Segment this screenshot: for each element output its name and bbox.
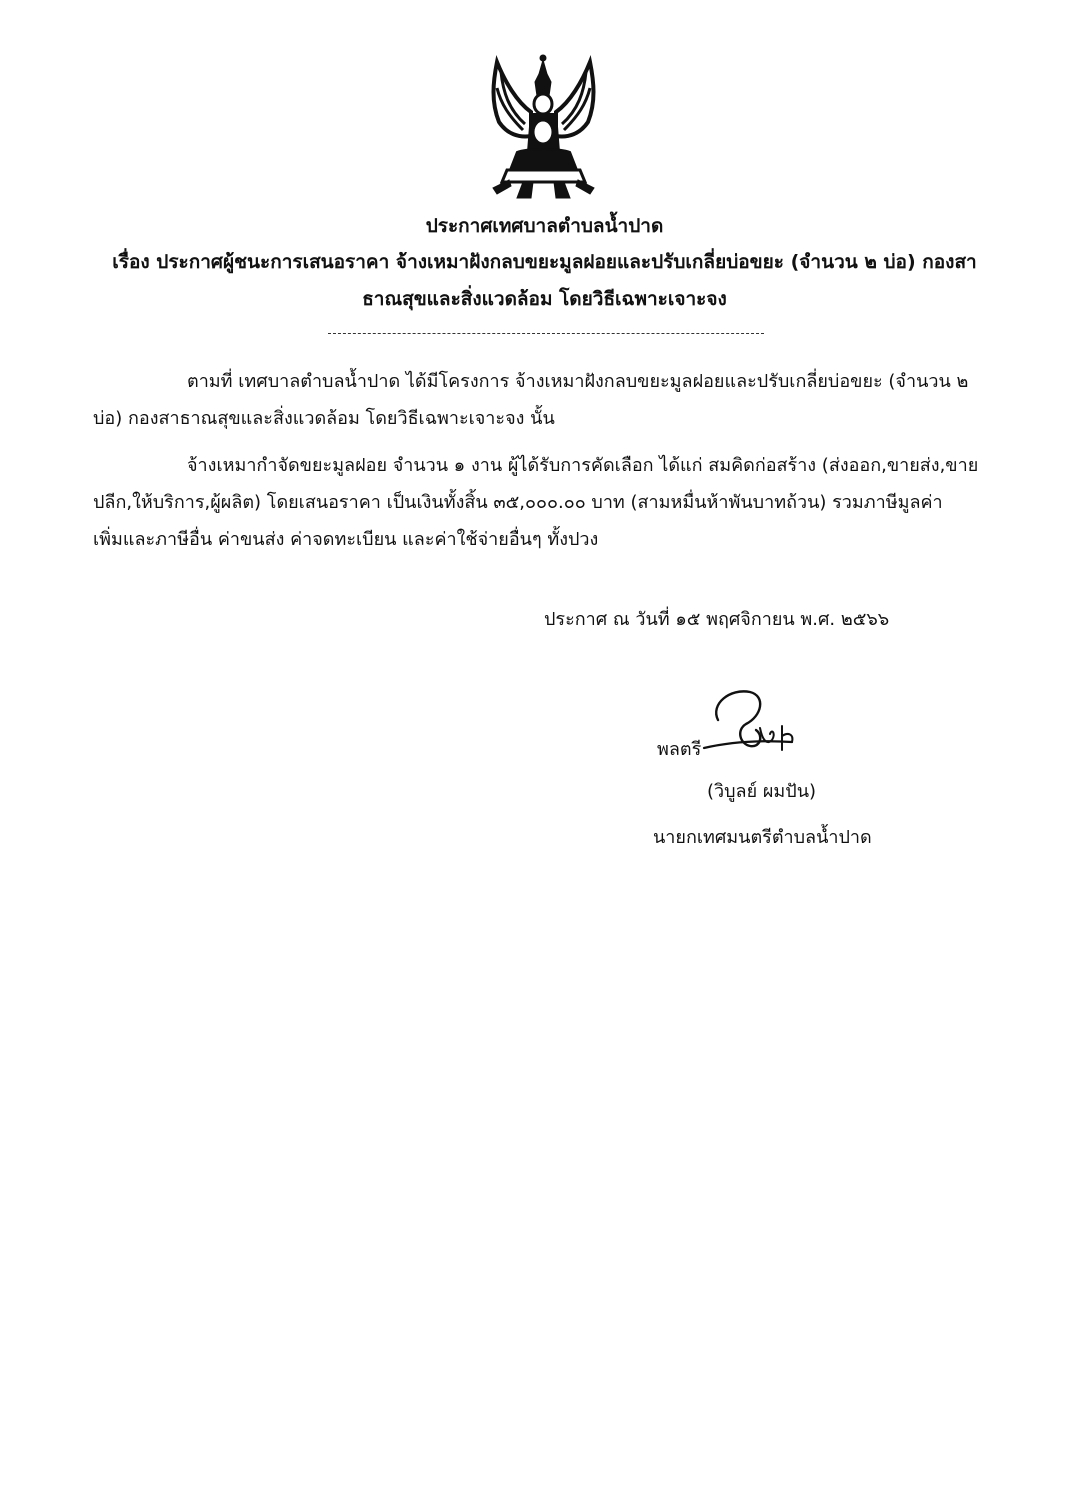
signer-rank: พลตรี [657, 739, 702, 760]
paragraph-2-line-2: ปลีก,ให้บริการ,ผู้ผลิต) โดยเสนอราคา เป็นเงินทั้งสิ้น ๓๕,๐๐๐.๐๐ บาท (สามหมื่นห้าพันบาทถ้วน) รวมภาษีมูลค่า [93, 492, 943, 513]
paragraph-1-line-2: บ่อ) กองสาธาณสุขและสิ่งแวดล้อม โดยวิธีเฉพาะเจาะจง นั้น [93, 408, 555, 429]
document-title: ประกาศเทศบาลตำบลน้ำปาด [425, 215, 664, 237]
paragraph-2-line-3: เพิ่มและภาษีอื่น ค่าขนส่ง ค่าจดทะเบียน และค่าใช้จ่ายอื่นๆ ทั้งปวง [93, 529, 599, 550]
separator-line [328, 333, 764, 334]
signer-name: (วิบูลย์ ผมปัน) [707, 781, 817, 802]
announcement-date: ประกาศ ณ วันที่ ๑๕ พฤศจิกายน พ.ศ. ๒๕๖๖ [544, 609, 890, 630]
paragraph-1-line-1: ตามที่ เทศบาลตำบลน้ำปาด ได้มีโครงการ จ้างเหมาฝังกลบขยะมูลฝอยและปรับเกลี่ยบ่อขยะ (จำนวน ๒ [187, 371, 969, 392]
subject-line-2: ธาณสุขและสิ่งแวดล้อม โดยวิธีเฉพาะเจาะจง [362, 288, 727, 310]
signer-position: นายกเทศมนตรีตำบลน้ำปาด [653, 827, 872, 848]
handwritten-signature [700, 684, 810, 774]
subject-line-1: เรื่อง ประกาศผู้ชนะการเสนอราคา จ้างเหมาฝังกลบขยะมูลฝอยและปรับเกลี่ยบ่อขยะ (จำนวน ๒ บ่อ) กองสา [112, 251, 977, 273]
garuda-emblem-icon [487, 52, 600, 202]
paragraph-2-line-1: จ้างเหมากำจัดขยะมูลฝอย จำนวน ๑ งาน ผู้ได้รับการคัดเลือก ได้แก่ สมคิดก่อสร้าง (ส่งออก,ขายส่ง,ขาย [187, 455, 979, 476]
